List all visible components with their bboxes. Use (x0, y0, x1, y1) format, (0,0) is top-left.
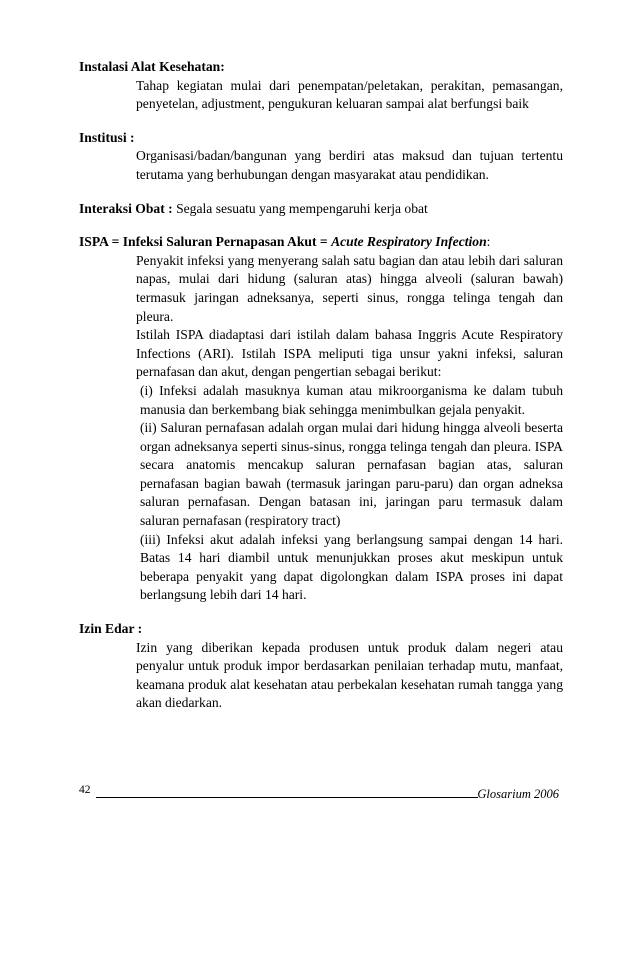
term-heading-main: ISPA = Infeksi Saluran Pernapasan Akut = (79, 234, 332, 250)
term-heading-colon: : (486, 234, 491, 250)
term-heading: Izin Edar : (79, 621, 143, 637)
term-heading (79, 233, 563, 252)
footer-title: Glosarium 2006 (477, 787, 559, 801)
term-heading: Interaksi Obat : (79, 200, 173, 216)
entry-interaksi (79, 200, 563, 219)
entry-institusi (79, 129, 563, 185)
list-item: (i) Infeksi adalah masuknya kuman atau mikroorganisma ke dalam tubuh manusia dan berkembang biak sehingga menimbulkan gejala penyakit. (140, 382, 563, 417)
term-definition: Izin yang diberikan kepada produsen untuk produk dalam negeri atau penyalur untuk produk impor berdasarkan penilaian terhadap mutu, manfaat, keamana produk alat kesehatan atau perbekalan kesehatan rumah tangga yang akan diedarkan. (136, 639, 563, 711)
term-heading: Instalasi Alat Kesehatan: (79, 59, 225, 74)
definition-paragraph: Penyakit infeksi yang menyerang salah satu bagian dan atau lebih dari saluran napas, mulai dari hidung (saluran atas) hingga alveoli (saluran bawah) termasuk jaringan adneksanya, seperti sinus, rongga telinga tengah dan pleura. (136, 252, 563, 324)
entry-izin-edar (79, 620, 563, 713)
footer-rule (96, 797, 478, 798)
term-definition: Segala sesuatu yang mempengaruhi kerja obat (176, 200, 428, 216)
entry-ispa (79, 233, 563, 605)
list-item: (iii) Infeksi akut adalah infeksi yang berlangsung sampai dengan 14 hari. Batas 14 hari diambil untuk menunjukkan proses akut meskipun untuk beberapa penyakit yang dapat digolongkan dalam ISPA proses ini dapat berlangsung lebih dari 14 hari. (140, 531, 563, 603)
definition-paragraph: Istilah ISPA diadaptasi dari istilah dalam bahasa Inggris Acute Respiratory Infections (ARI). Istilah ISPA meliputi tiga unsur yakni infeksi, saluran pernafasan dan akut, dengan pengertian sebagai berikut: (136, 327, 563, 380)
term-heading-english: Acute Respiratory Infection (331, 234, 487, 250)
term-definition (136, 252, 563, 382)
term-heading: Institusi : (79, 129, 135, 145)
page-number: 42 (79, 784, 91, 796)
term-definition: Organisasi/badan/bangunan yang berdiri atas maksud dan tujuan tertentu terutama yang berhubungan dengan masyarakat atau pendidikan. (136, 148, 563, 182)
list-item: (ii) Saluran pernafasan adalah organ mulai dari hidung hingga alveoli beserta organ adneksanya seperti sinus-sinus, rongga telinga tengah dan pleura. ISPA secara anatomis mencakup saluran pernafasan bagian atas, saluran pernafasan bagian bawah (termasuk jaringan paru-paru) dan organ adneksa saluran pernafasan. Dengan batasan ini, jaringan paru termasuk dalam saluran pernafasan (respiratory tract) (140, 420, 563, 529)
entry-instalasi (79, 58, 563, 114)
glossary-page (79, 58, 563, 728)
term-definition: Tahap kegiatan mulai dari penempatan/peletakan, perakitan, pemasangan, penyetelan, adjustment, pengukuran keluaran sampai alat berfungsi baik (136, 77, 563, 112)
definition-list (140, 382, 563, 605)
